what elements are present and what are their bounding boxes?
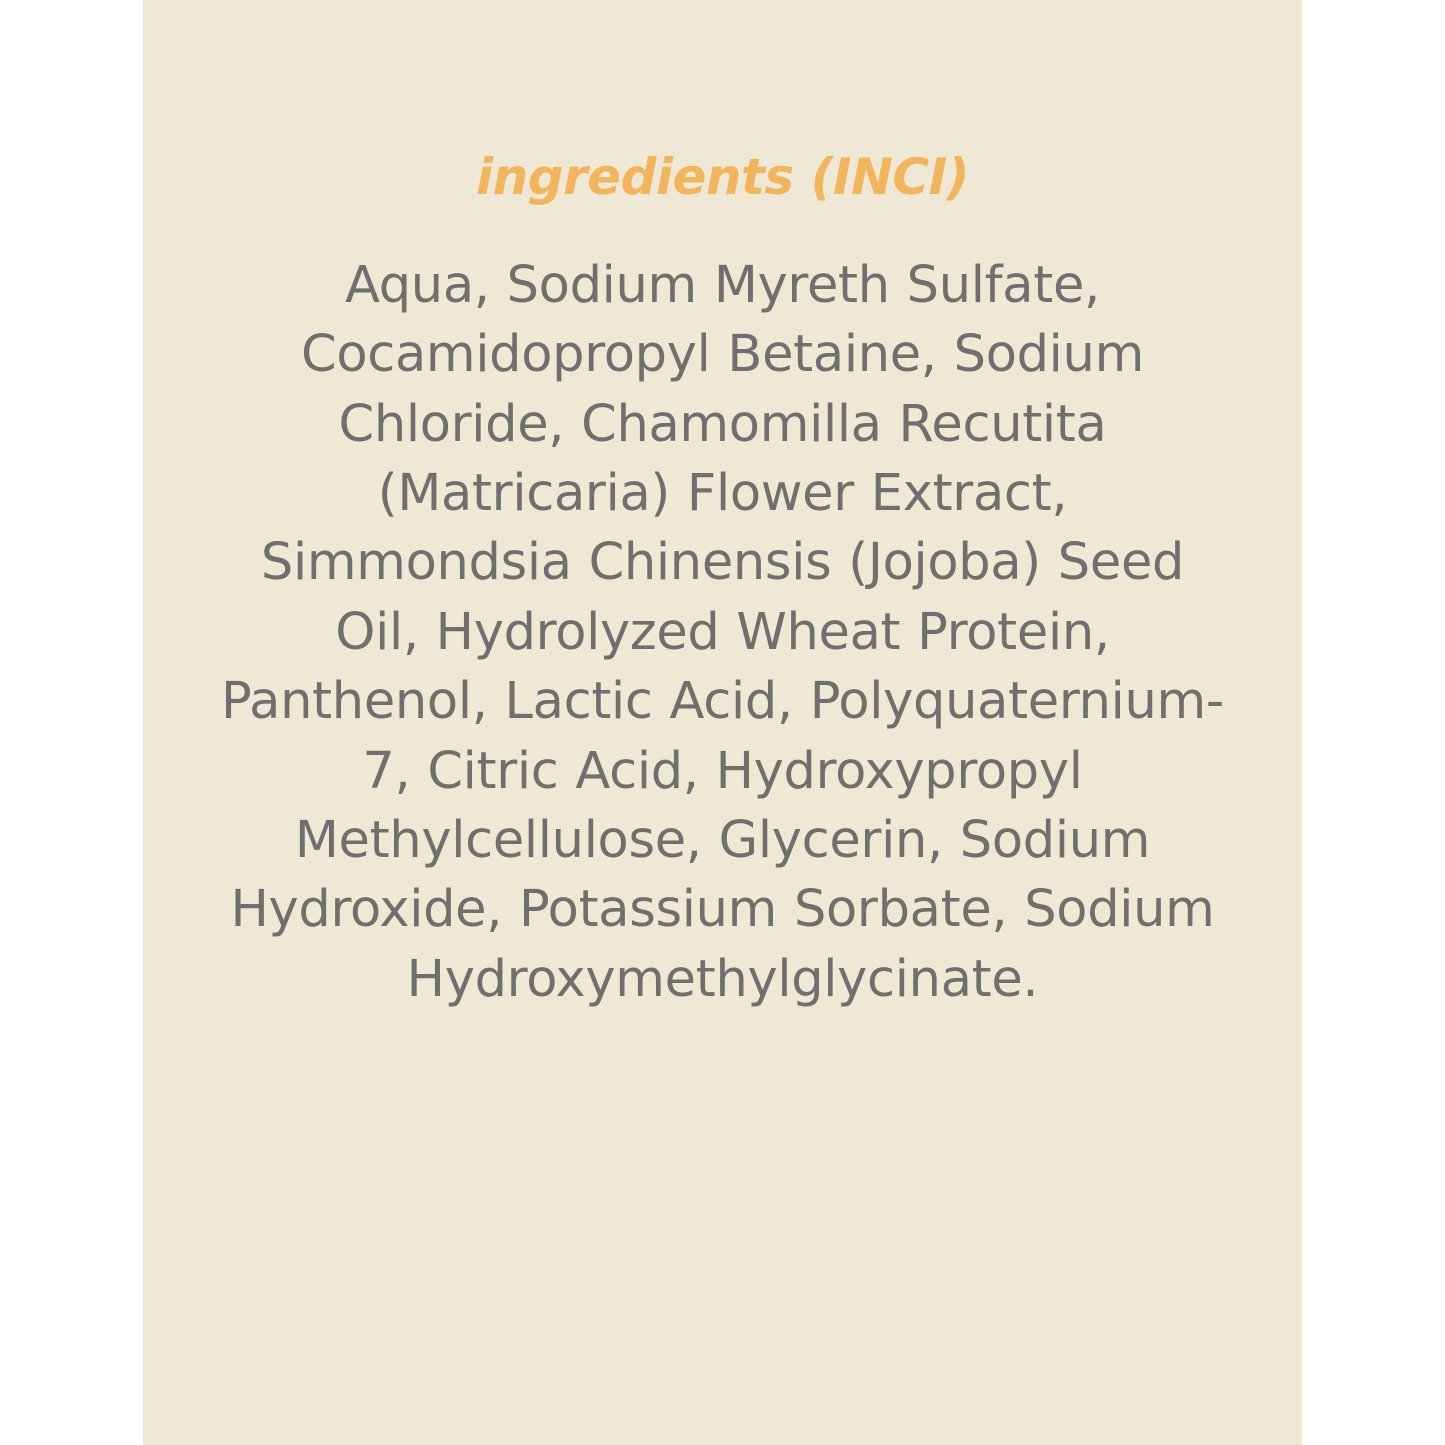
product-label-panel [143,0,1302,1445]
ingredients-body-text: Aqua, Sodium Myreth Sulfate, Cocamidopropyl Betaine, Sodium Chloride, Chamomilla Recutita (Matricaria) Flower Extract, Simmondsia Chinensis (Jojoba) Seed Oil, Hydrolyzed Wheat Protein, Panthenol, Lactic Acid, Polyquaternium-7, Citric Acid, Hydroxypropyl Methylcellulose, Glycerin, Sodium Hydroxide, Potassium Sorbate, Sodium Hydroxymethylglycinate. [220,256,1225,1009]
ingredients-heading: ingredients (INCI) [475,148,970,206]
